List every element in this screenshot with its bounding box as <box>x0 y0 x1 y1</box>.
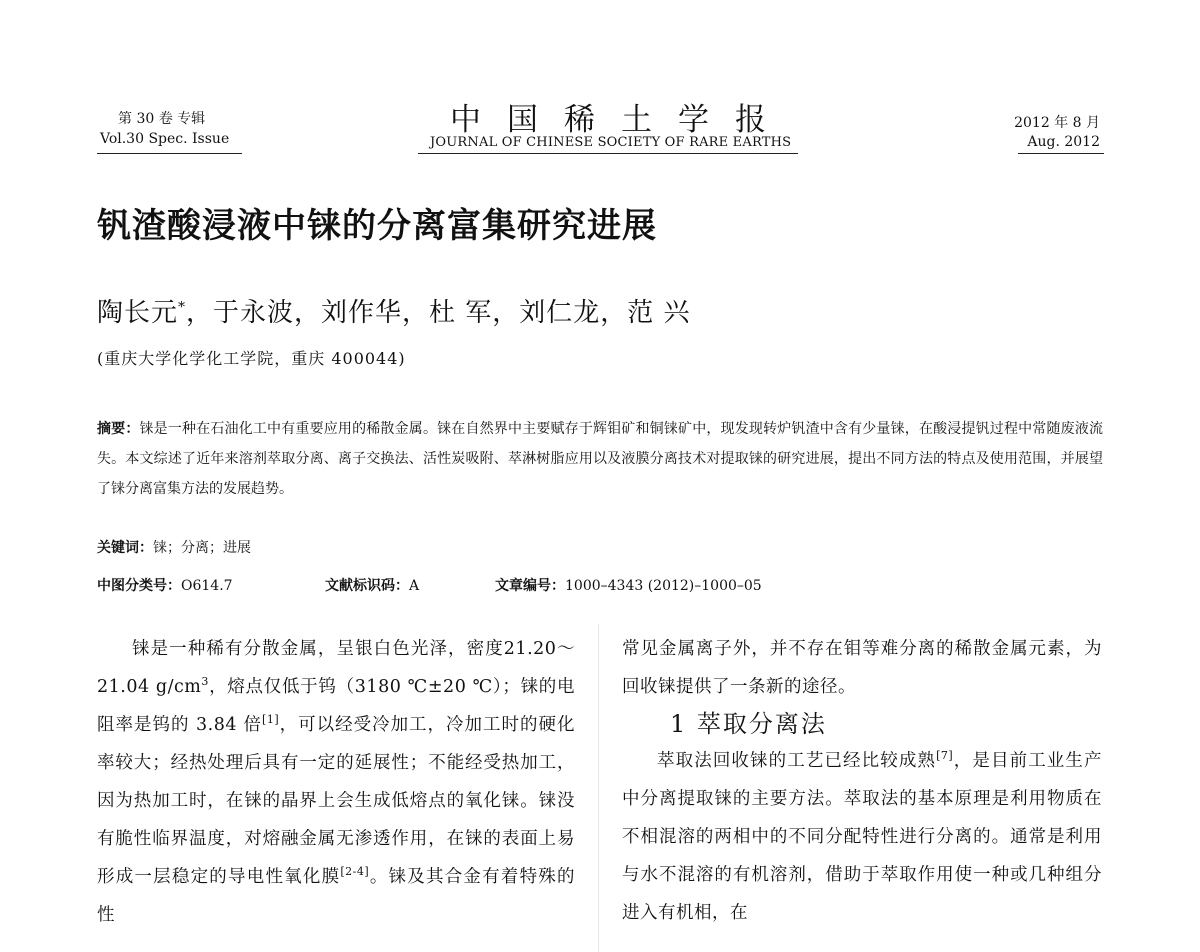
body-column-right <box>622 630 1102 932</box>
header-rule-left <box>97 153 242 154</box>
citation: [1] <box>262 713 280 727</box>
column-divider <box>598 624 599 952</box>
article-number-label: 文章编号： <box>495 578 565 594</box>
first-author: 陶长元 <box>97 298 179 328</box>
clc-value: O614.7 <box>181 578 233 594</box>
document-code <box>325 575 419 595</box>
author-list <box>97 292 691 329</box>
paragraph-text: ，可以经受冷加工，冷加工时的硬化率较大；经热处理后具有一定的延展性；不能经受热加工，因为热加工时，在铼的晶界上会生成低熔点的氧化铼。铼没有脆性临界温度，对熔融金属无渗透作用，在铼的表面上易形成一层稳定的导电性氧化膜 <box>97 715 575 887</box>
clc-label: 中图分类号： <box>97 578 181 594</box>
section-heading: 1 萃取分离法 <box>670 710 827 738</box>
abstract-label: 摘要： <box>97 421 140 437</box>
keywords-text: 铼；分离；进展 <box>153 540 251 556</box>
abstract <box>97 414 1103 504</box>
citation: [2-4] <box>340 865 370 879</box>
paragraph <box>622 742 1102 932</box>
keywords-label: 关键词： <box>97 540 153 556</box>
header-rule-right <box>1018 153 1104 154</box>
paragraph <box>97 630 575 934</box>
article-number-value: 1000–4343 (2012)–1000–05 <box>565 578 762 594</box>
document-code-label: 文献标识码： <box>325 578 409 594</box>
corresponding-mark: * <box>178 299 187 316</box>
paragraph-text: ，熔点仅低于钨（3180 ℃±20 ℃）；铼的电阻率是钨的 3.84 倍 <box>97 677 575 735</box>
date-en: Aug. 2012 <box>1027 134 1100 150</box>
journal-title-en: JOURNAL OF CHINESE SOCIETY OF RARE EARTHS <box>430 135 792 150</box>
paragraph-text: 萃取法回收铼的工艺已经比较成熟 <box>657 751 937 771</box>
header-rule-center <box>418 153 798 154</box>
body-column-left <box>97 630 575 934</box>
clc-number <box>97 575 233 595</box>
paragraph-text: 。铼及其合金有着特殊的性 <box>97 867 576 925</box>
abstract-text: 铼是一种在石油化工中有重要应用的稀散金属。铼在自然界中主要赋存于辉钼矿和铜铼矿中，现发现转炉钒渣中含有少量铼，在酸浸提钒过程中常随废液流失。本文综述了近年来溶剂萃取分离、离子交换法、活性炭吸附、萃淋树脂应用以及液膜分离技术对提取铼的研究进展，提出不同方法的特点及使用范围，并展望了铼分离富集方法的发展趋势。 <box>97 421 1103 497</box>
paragraph-text: ，是目前工业生产中分离提取铼的主要方法。萃取法的基本原理是利用物质在不相混溶的两相中的不同分配特性进行分离的。通常是利用与水不混溶的有机溶剂，借助于萃取作用使一种或几种组分进入有机相，在 <box>622 751 1103 923</box>
other-authors: ，于永波，刘作华，杜 军，刘仁龙，范 兴 <box>186 298 691 328</box>
affiliation: (重庆大学化学化工学院，重庆 400044) <box>97 349 406 368</box>
keywords <box>97 537 251 557</box>
superscript: 3 <box>201 675 209 689</box>
journal-title-cn: 中国稀土学报 <box>450 102 792 138</box>
citation: [7] <box>936 749 954 763</box>
paragraph-text: 铼是一种稀有分散金属，呈银白色光泽，密度21.20～21.04 g/cm <box>97 639 575 697</box>
volume-en: Vol.30 Spec. Issue <box>100 131 230 147</box>
date-cn: 2012 年 8 月 <box>1014 115 1100 131</box>
article-title: 钒渣酸浸液中铼的分离富集研究进展 <box>97 206 657 246</box>
article-number <box>495 575 762 595</box>
document-code-value: A <box>409 578 420 594</box>
volume-cn: 第 30 卷 专辑 <box>118 111 206 127</box>
paragraph: 常见金属离子外，并不存在钼等难分离的稀散金属元素，为回收铼提供了一条新的途径。 <box>622 639 1102 697</box>
